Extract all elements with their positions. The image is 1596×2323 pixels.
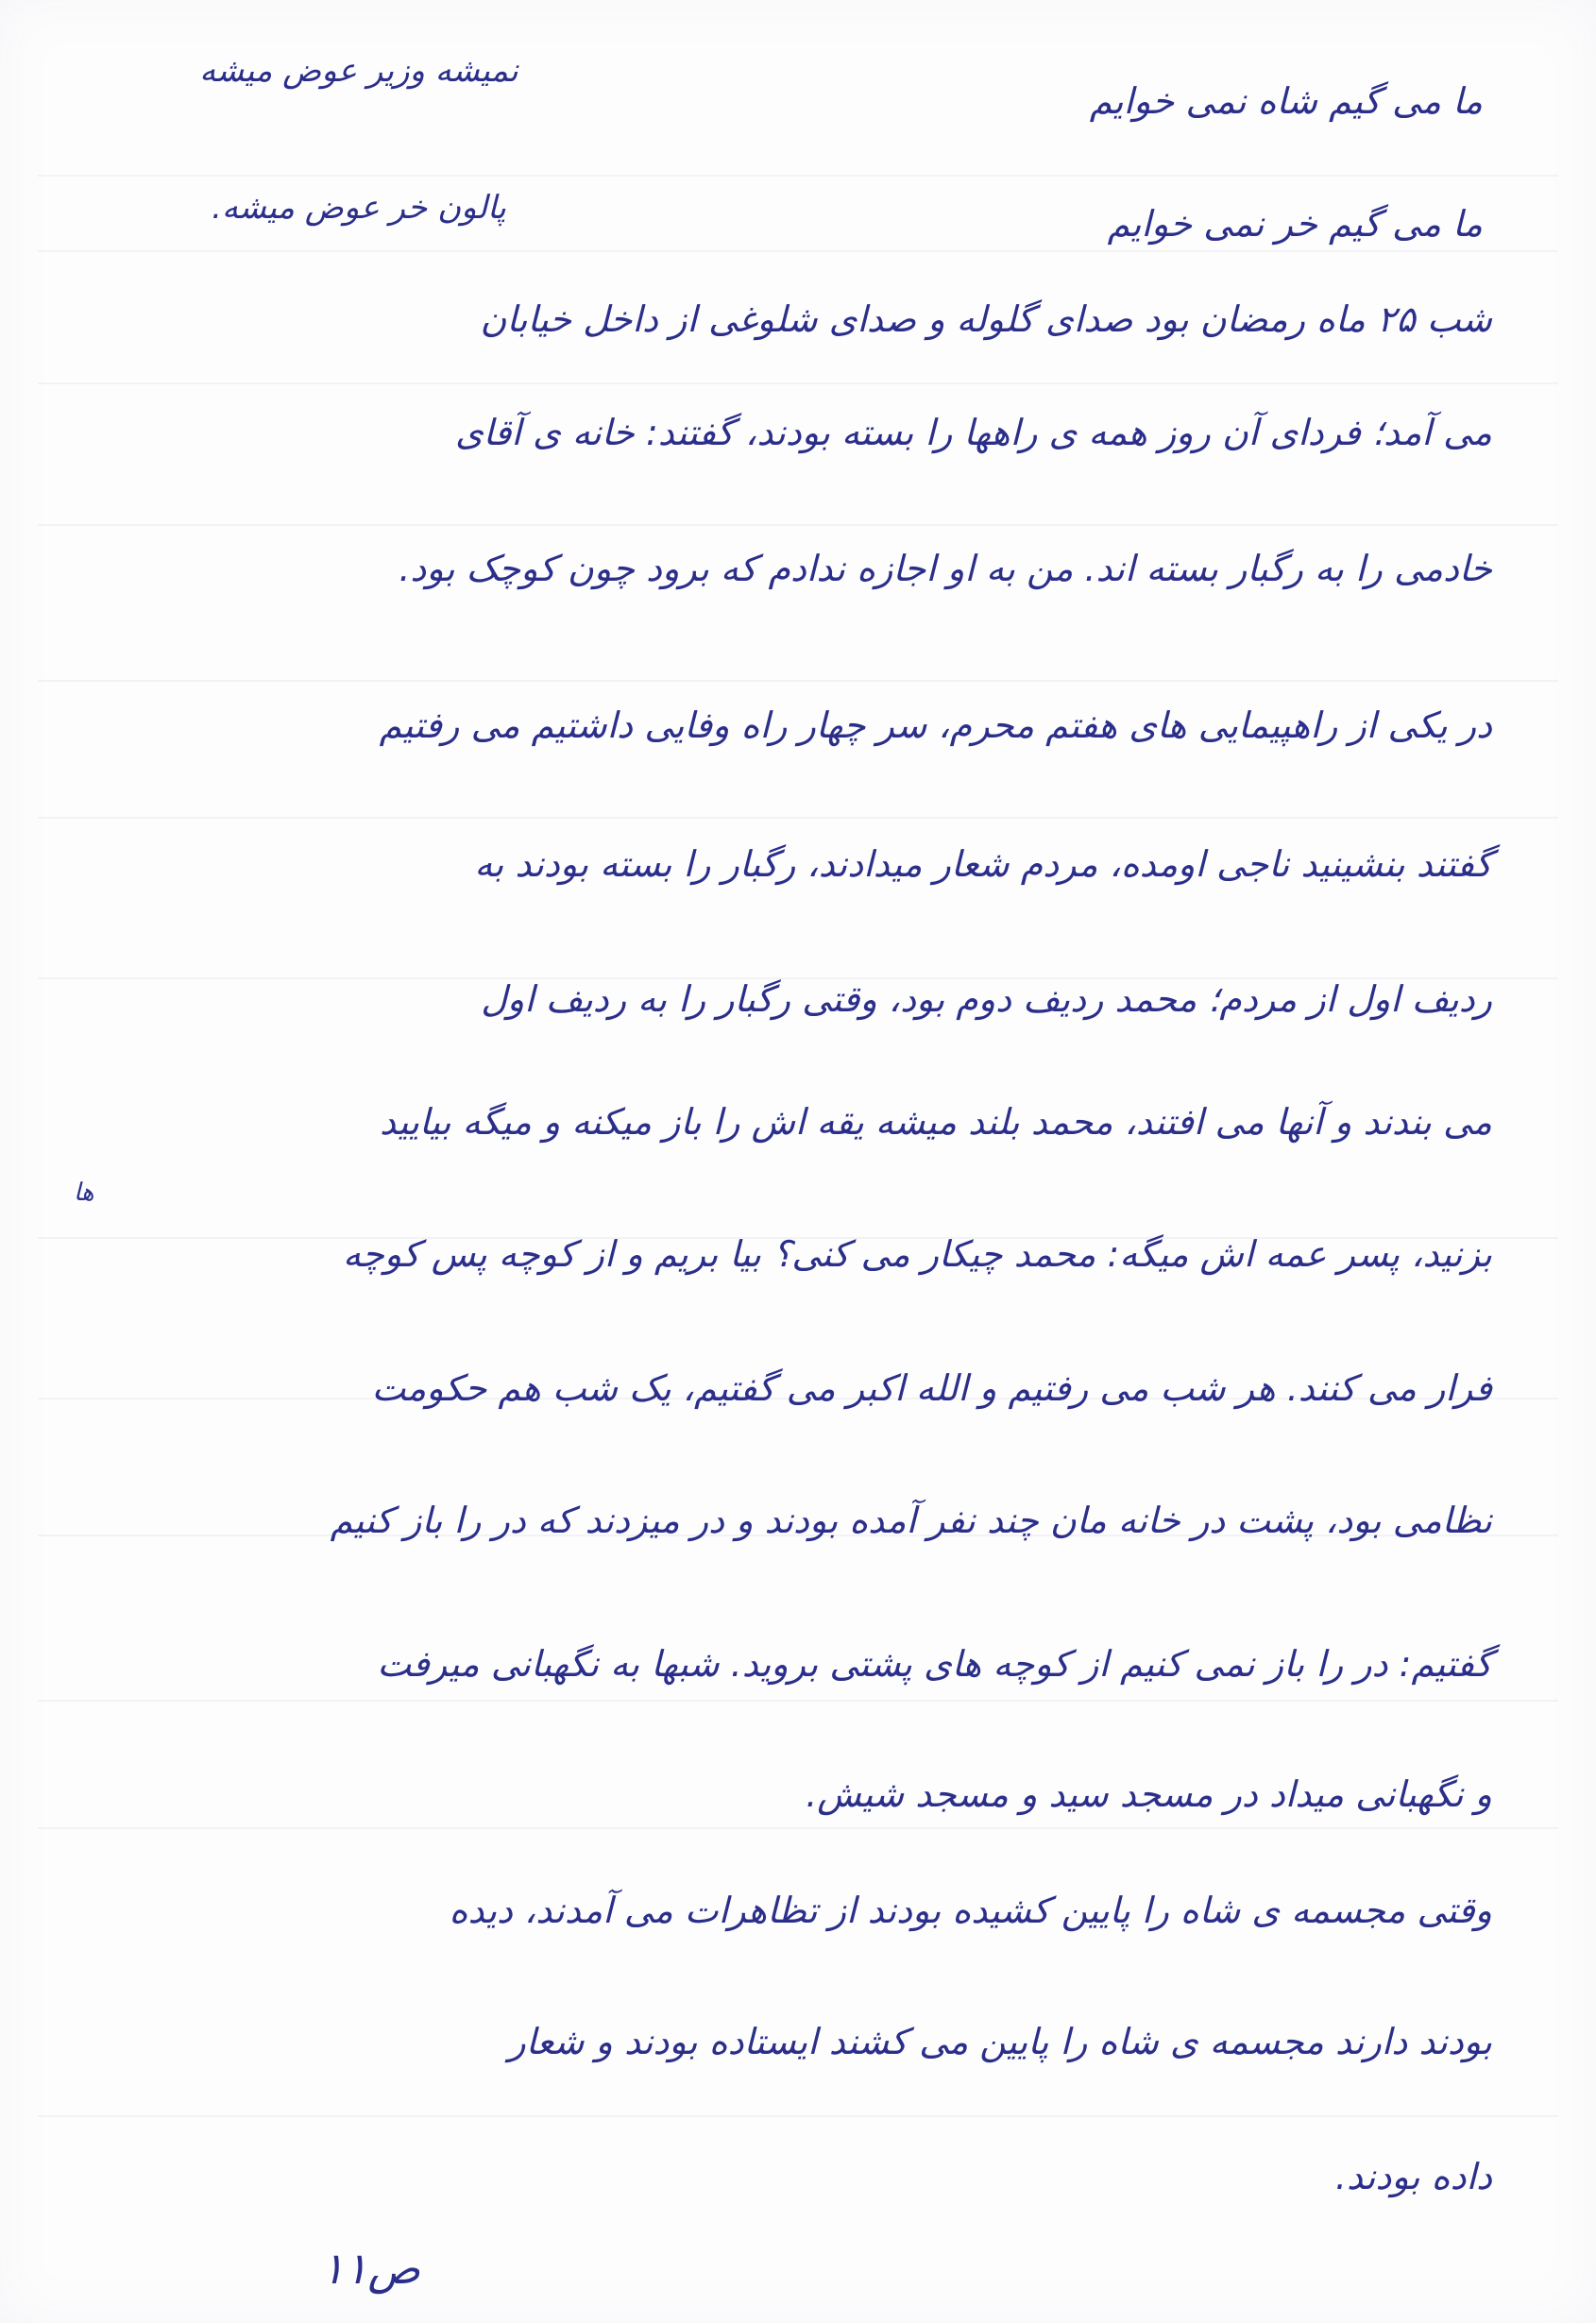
- poem-right-line-1: ما می گیم شاه نمی خوایم: [1089, 80, 1483, 122]
- bleed-through-line: [38, 175, 1558, 177]
- page-number: ص۱۱: [321, 2243, 421, 2294]
- bleed-through-line: [38, 382, 1558, 384]
- bleed-through-line: [38, 524, 1558, 526]
- body-line: داده بودند.: [1334, 2156, 1492, 2197]
- body-line: و نگهبانی میداد در مسجد سید و مسجد شیش.: [806, 1773, 1492, 1815]
- poem-left-line-1: نمیشه وزیر عوض میشه: [199, 52, 518, 90]
- body-line: گفتیم: در را باز نمی کنیم از کوچه های پشتی بروید. شبها به نگهبانی میرفت: [377, 1643, 1492, 1685]
- body-line: می آمد؛ فردای آن روز همه ی راهها را بسته بودند، گفتند: خانه ی آقای: [454, 412, 1492, 453]
- bleed-through-line: [38, 1700, 1558, 1702]
- body-line: در یکی از راهپیمایی های هفتم محرم، سر چهار راه وفایی داشتیم می رفتیم: [379, 704, 1492, 746]
- body-line: فرار می کنند. هر شب می رفتیم و الله اکبر می گفتیم، یک شب هم حکومت: [371, 1367, 1492, 1409]
- margin-superscript: ها: [74, 1178, 94, 1207]
- poem-left-line-2: پالون خر عوض میشه.: [212, 189, 506, 227]
- body-line: وقتی مجسمه ی شاه را پایین کشیده بودند از تظاهرات می آمدند، دیده: [449, 1890, 1492, 1931]
- bleed-through-line: [38, 250, 1558, 252]
- bleed-through-line: [38, 817, 1558, 819]
- body-line: خادمی را به رگبار بسته اند. من به او اجازه ندادم که برود چون کوچک بود.: [399, 548, 1492, 589]
- poem-right-line-2: ما می گیم خر نمی خوایم: [1107, 203, 1483, 245]
- body-line: بودند دارند مجسمه ی شاه را پایین می کشند ایستاده بودند و شعار: [508, 2021, 1492, 2062]
- body-line: نظامی بود، پشت در خانه مان چند نفر آمده بودند و در میزدند که در را باز کنیم: [330, 1500, 1492, 1541]
- body-line: ردیف اول از مردم؛ محمد ردیف دوم بود، وقتی رگبار را به ردیف اول: [481, 978, 1492, 1020]
- body-line: می بندند و آنها می افتند، محمد بلند میشه یقه اش را باز میکنه و میگه بیایید: [379, 1101, 1492, 1143]
- bleed-through-line: [38, 1827, 1558, 1829]
- bleed-through-line: [38, 680, 1558, 682]
- bleed-through-line: [38, 2115, 1558, 2117]
- body-line: شب ۲۵ ماه رمضان بود صدای گلوله و صدای شلوغی از داخل خیابان: [480, 298, 1492, 340]
- body-line: بزنید، پسر عمه اش میگه: محمد چیکار می کنی؟ بیا بریم و از کوچه پس کوچه: [343, 1233, 1492, 1275]
- body-line: گفتند بنشینید ناجی اومده، مردم شعار میدادند، رگبار را بسته بودند به: [474, 843, 1492, 885]
